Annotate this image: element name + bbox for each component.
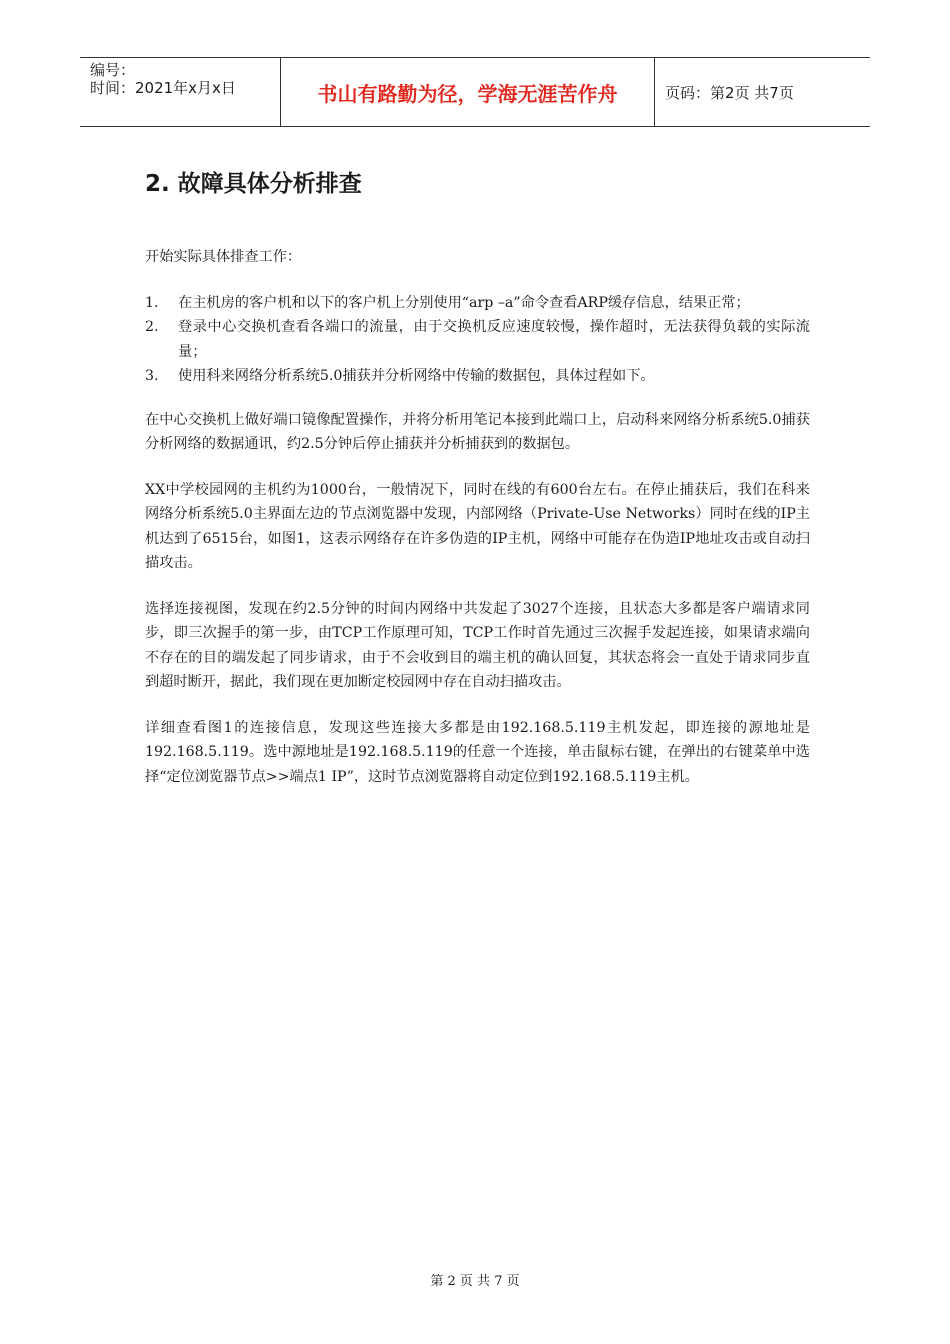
serial-label: 编号：	[90, 61, 136, 79]
steps-list	[145, 291, 810, 389]
header-meta	[80, 58, 281, 126]
intro-text: 开始实际具体排查工作：	[145, 249, 302, 265]
header-motto: 书山有路勤为径，学海无涯苦作舟	[281, 58, 655, 126]
page-header	[80, 57, 870, 127]
paragraph: XX中学校园网的主机约为1000台，一般情况下，同时在线的有600台左右。在停止捕获后，我们在科来网络分析系统5.0主界面左边的节点浏览器中发现，内部网络（Private-Use Networks）同时在线的IP主机达到了6515台，如图1，这表示网络存在许多伪造的IP主机，网络中可能存在伪造IP地址攻击或自动扫描攻击。	[145, 481, 810, 571]
list-item: 1. 在主机房的客户机和以下的客户机上分别使用“arp –a”命令查看ARP缓存信息，结果正常；	[145, 294, 750, 311]
paragraph: 在中心交换机上做好端口镜像配置操作，并将分析用笔记本接到此端口上，启动科来网络分析系统5.0捕获分析网络的数据通讯，约2.5分钟后停止捕获并分析捕获到的数据包。	[145, 411, 810, 452]
paragraph: 详细查看图1的连接信息，发现这些连接大多都是由192.168.5.119主机发起，即连接的源地址是192.168.5.119。选中源地址是192.168.5.119的任意一个连接，单击鼠标右键，在弹出的右键菜单中选择“定位浏览器节点>>端点1 IP”，这时节点浏览器将自动定位到192.168.5.119主机。	[145, 719, 810, 785]
list-item: 2. 登录中心交换机查看各端口的流量，由于交换机反应速度较慢，操作超时，无法获得负载的实际流量；	[145, 319, 810, 360]
time-label: 时间：2021年x月x日	[90, 79, 236, 97]
list-item: 3. 使用科来网络分析系统5.0捕获并分析网络中传输的数据包，具体过程如下。	[145, 368, 655, 384]
document-body	[145, 245, 810, 810]
page-footer: 第 2 页 共 7 页	[430, 1274, 520, 1289]
header-page-code: 页码：第2页 共7页	[665, 83, 794, 102]
section-title: 2. 故障具体分析排查	[145, 171, 362, 197]
paragraph: 选择连接视图，发现在约2.5分钟的时间内网络中共发起了3027个连接，且状态大多都是客户端请求同步，即三次握手的第一步，由TCP工作原理可知，TCP工作时首先通过三次握手发起连接，如果请求端向不存在的目的端发起了同步请求，由于不会收到目的端主机的确认回复，其状态将会一直处于请求同步直到超时断开，据此，我们现在更加断定校园网中存在自动扫描攻击。	[145, 600, 810, 690]
